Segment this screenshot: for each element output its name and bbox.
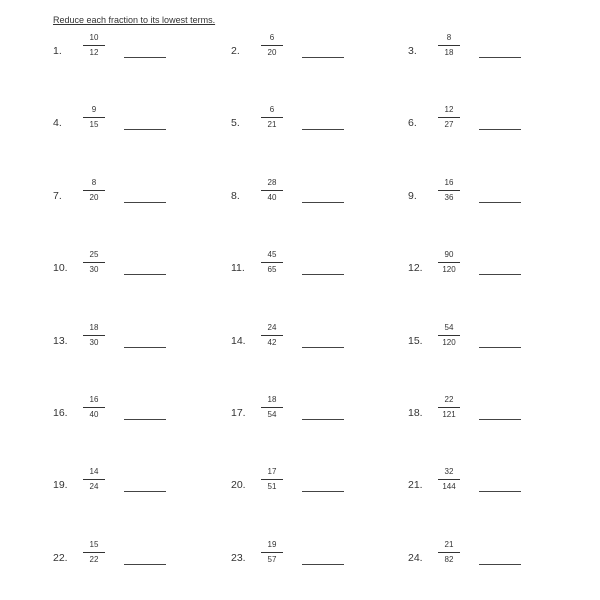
answer-blank[interactable] [479,57,521,58]
numerator: 90 [444,250,454,260]
answer-blank[interactable] [124,419,166,420]
problem-item [231,540,401,580]
problem-number: 4. [53,117,62,130]
fraction [81,105,107,130]
fraction-bar [83,117,105,118]
fraction-bar [261,479,283,480]
numerator: 17 [267,467,277,477]
answer-blank[interactable] [124,202,166,203]
fraction [436,178,462,203]
problem-item [408,178,578,218]
problem-number: 1. [53,45,62,57]
problem-item [53,467,223,507]
answer-blank[interactable] [124,347,166,348]
answer-blank[interactable] [302,491,344,492]
fraction [259,178,285,203]
problem-number: 3. [408,45,417,57]
problem-number: 15. [408,334,423,347]
problem-number: 22. [53,551,68,564]
denominator: 24 [89,482,99,492]
problem-number: 13. [53,334,68,347]
fraction [436,250,462,275]
fraction [81,323,107,348]
problem-item [53,540,223,580]
fraction-bar [83,335,105,336]
answer-blank[interactable] [479,491,521,492]
fraction [436,323,462,348]
numerator: 10 [89,33,99,42]
fraction [436,395,462,420]
denominator: 36 [444,192,454,202]
problem-number: 18. [408,407,423,419]
problem-number: 19. [53,479,68,492]
answer-blank[interactable] [124,274,166,275]
fraction-bar [438,407,460,408]
denominator: 21 [267,120,277,130]
problem-item [231,323,401,363]
answer-blank[interactable] [479,419,521,420]
answer-blank[interactable] [124,491,166,492]
denominator: 65 [267,265,277,275]
numerator: 12 [444,105,454,115]
problem-item [53,33,223,73]
problem-number: 21. [408,479,423,492]
problem-item [408,540,578,580]
fraction-bar [438,190,460,191]
numerator: 22 [444,395,454,404]
answer-blank[interactable] [302,202,344,203]
problem-item [231,395,401,435]
fraction-bar [261,190,283,191]
answer-blank[interactable] [479,347,521,348]
fraction [259,250,285,275]
fraction-bar [261,407,283,408]
numerator: 32 [444,467,454,477]
problem-item [408,323,578,363]
problem-item [408,467,578,507]
denominator: 20 [267,48,277,57]
denominator: 82 [444,554,454,564]
problem-number: 8. [231,189,240,202]
denominator: 144 [442,482,456,492]
problem-item [53,395,223,435]
problem-number: 2. [231,45,240,57]
fraction-bar [83,45,105,46]
fraction [81,467,107,492]
fraction [81,178,107,203]
problem-number: 24. [408,551,423,564]
problem-item [231,105,401,145]
fraction-bar [83,552,105,553]
numerator: 16 [89,395,99,404]
numerator: 54 [444,322,454,332]
problem-item [53,250,223,290]
problem-item [53,323,223,363]
numerator: 16 [444,177,454,187]
numerator: 45 [267,250,277,260]
problem-item [231,467,401,507]
answer-blank[interactable] [124,57,166,58]
denominator: 27 [444,120,454,130]
denominator: 40 [267,192,277,202]
denominator: 57 [267,554,277,564]
problem-number: 23. [231,551,246,564]
numerator: 6 [269,33,275,42]
answer-blank[interactable] [302,419,344,420]
answer-blank[interactable] [479,129,521,130]
denominator: 15 [89,120,99,130]
numerator: 14 [89,467,99,477]
problem-number: 14. [231,334,246,347]
denominator: 22 [89,554,99,564]
answer-blank[interactable] [302,564,344,565]
fraction [259,105,285,130]
fraction [259,323,285,348]
fraction [259,540,285,565]
problem-number: 6. [408,117,417,130]
denominator: 20 [89,192,99,202]
denominator: 121 [442,410,456,419]
problem-item [231,250,401,290]
numerator: 9 [91,105,97,115]
numerator: 8 [446,33,452,42]
numerator: 6 [269,105,275,115]
fraction-bar [438,45,460,46]
denominator: 30 [89,337,99,347]
answer-blank[interactable] [124,129,166,130]
fraction [436,33,462,58]
numerator: 25 [89,250,99,260]
fraction-bar [83,262,105,263]
denominator: 30 [89,265,99,275]
problem-number: 20. [231,479,246,492]
answer-blank[interactable] [302,57,344,58]
problem-item [53,105,223,145]
answer-blank[interactable] [479,274,521,275]
fraction [81,395,107,420]
answer-blank[interactable] [479,202,521,203]
denominator: 120 [442,265,456,275]
fraction-bar [261,262,283,263]
problem-number: 7. [53,189,62,202]
answer-blank[interactable] [302,274,344,275]
fraction-bar [261,117,283,118]
answer-blank[interactable] [479,564,521,565]
problem-number: 10. [53,262,68,275]
fraction-bar [438,479,460,480]
answer-blank[interactable] [302,129,344,130]
denominator: 54 [267,410,277,419]
problem-number: 17. [231,407,246,419]
numerator: 18 [89,322,99,332]
fraction-bar [438,262,460,263]
numerator: 15 [89,539,99,549]
problem-item [408,250,578,290]
problem-number: 12. [408,262,423,275]
fraction-bar [83,479,105,480]
problem-item [231,178,401,218]
problem-number: 9. [408,189,417,202]
numerator: 21 [444,539,454,549]
fraction [259,33,285,58]
fraction [81,540,107,565]
numerator: 24 [267,322,277,332]
denominator: 12 [89,48,99,57]
fraction [436,540,462,565]
denominator: 51 [267,482,277,492]
instructions: Reduce each fraction to its lowest terms. [53,15,216,25]
problem-number: 5. [231,117,240,130]
numerator: 18 [267,395,277,404]
answer-blank[interactable] [124,564,166,565]
fraction-bar [438,552,460,553]
fraction-bar [261,335,283,336]
problem-item [408,395,578,435]
problem-item [231,33,401,73]
fraction [259,467,285,492]
problem-item [53,178,223,218]
fraction [81,250,107,275]
fraction [81,33,107,58]
fraction-bar [261,552,283,553]
numerator: 8 [91,177,97,187]
fraction-bar [83,190,105,191]
denominator: 40 [89,410,99,419]
fraction-bar [438,117,460,118]
denominator: 120 [442,337,456,347]
denominator: 18 [444,48,454,57]
fraction-bar [438,335,460,336]
denominator: 42 [267,337,277,347]
fraction [436,467,462,492]
answer-blank[interactable] [302,347,344,348]
problem-item [408,33,578,73]
numerator: 19 [267,539,277,549]
problem-number: 11. [231,262,245,275]
fraction-bar [83,407,105,408]
fraction [259,395,285,420]
fraction [436,105,462,130]
problem-number: 16. [53,407,68,419]
fraction-bar [261,45,283,46]
problem-item [408,105,578,145]
numerator: 28 [267,177,277,187]
